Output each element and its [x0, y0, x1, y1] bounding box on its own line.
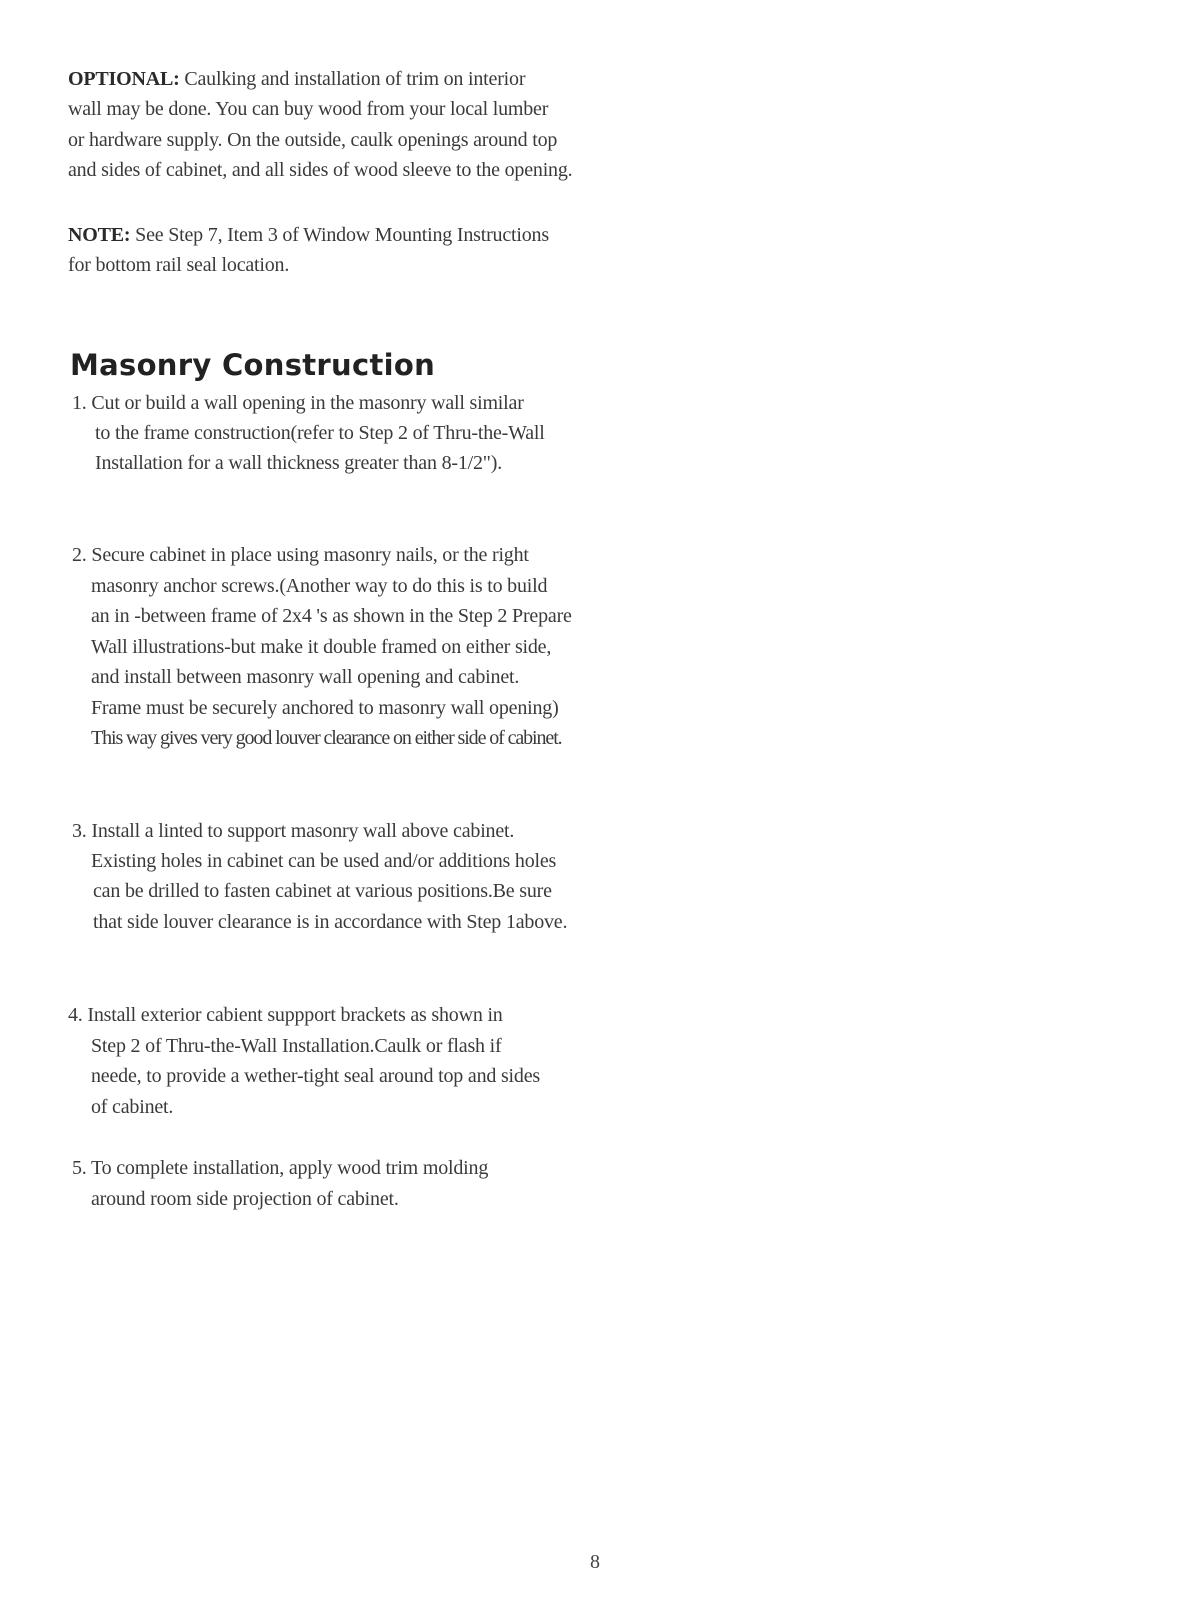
- page-number: 8: [590, 1551, 600, 1573]
- optional-line-4: and sides of cabinet, and all sides of wood sleeve to the opening.: [68, 159, 573, 181]
- note-label: NOTE:: [68, 224, 131, 246]
- optional-line-1: [68, 67, 525, 91]
- note-line-2: for bottom rail seal location.: [68, 254, 290, 276]
- optional-label: OPTIONAL:: [68, 68, 180, 90]
- note-text: See Step 7, Item 3 of Window Mounting Instructions: [130, 224, 549, 246]
- step-4-line-2: Step 2 of Thru-the-Wall Installation.Caulk or flash if: [91, 1035, 502, 1057]
- step-3-line-4: that side louver clearance is in accordance with Step 1above.: [93, 911, 568, 933]
- step-1-line-2: to the frame construction(refer to Step 2 of Thru-the-Wall: [95, 422, 545, 444]
- step-2-line-6: Frame must be securely anchored to masonry wall opening): [91, 697, 559, 719]
- step-3-line-1: 3. Install a linted to support masonry wall above cabinet.: [72, 820, 515, 842]
- optional-line-2: wall may be done. You can buy wood from your local lumber: [68, 98, 549, 120]
- step-4-line-1: 4. Install exterior cabient suppport brackets as shown in: [68, 1004, 503, 1026]
- step-2-line-3: an in -between frame of 2x4 's as shown in the Step 2 Prepare: [91, 605, 572, 627]
- step-2-line-4: Wall illustrations-but make it double framed on either side,: [91, 636, 552, 658]
- step-3-line-2: Existing holes in cabinet can be used and/or additions holes: [91, 850, 557, 872]
- step-4-line-3: neede, to provide a wether-tight seal around top and sides: [91, 1065, 540, 1087]
- step-1-line-3: Installation for a wall thickness greater than 8-1/2").: [95, 452, 503, 474]
- optional-text: Caulking and installation of trim on interior: [179, 68, 526, 90]
- optional-line-3: or hardware supply. On the outside, caulk openings around top: [68, 129, 558, 151]
- step-5-line-2: around room side projection of cabinet.: [91, 1188, 399, 1210]
- step-4-line-4: of cabinet.: [91, 1096, 174, 1118]
- step-1-line-1: 1. Cut or build a wall opening in the masonry wall similar: [72, 392, 524, 414]
- step-2-line-1: 2. Secure cabinet in place using masonry nails, or the right: [72, 544, 529, 566]
- step-3-line-3: can be drilled to fasten cabinet at various positions.Be sure: [93, 880, 552, 902]
- step-2-line-5: and install between masonry wall opening and cabinet.: [91, 666, 520, 688]
- section-title: Masonry Construction: [70, 348, 436, 382]
- step-2-line-7: This way gives very good louver clearance on either side of cabinet.: [91, 727, 562, 749]
- step-2-line-2: masonry anchor screws.(Another way to do this is to build: [91, 575, 548, 597]
- note-line-1: [68, 223, 549, 247]
- step-5-line-1: 5. To complete installation, apply wood trim molding: [72, 1157, 489, 1179]
